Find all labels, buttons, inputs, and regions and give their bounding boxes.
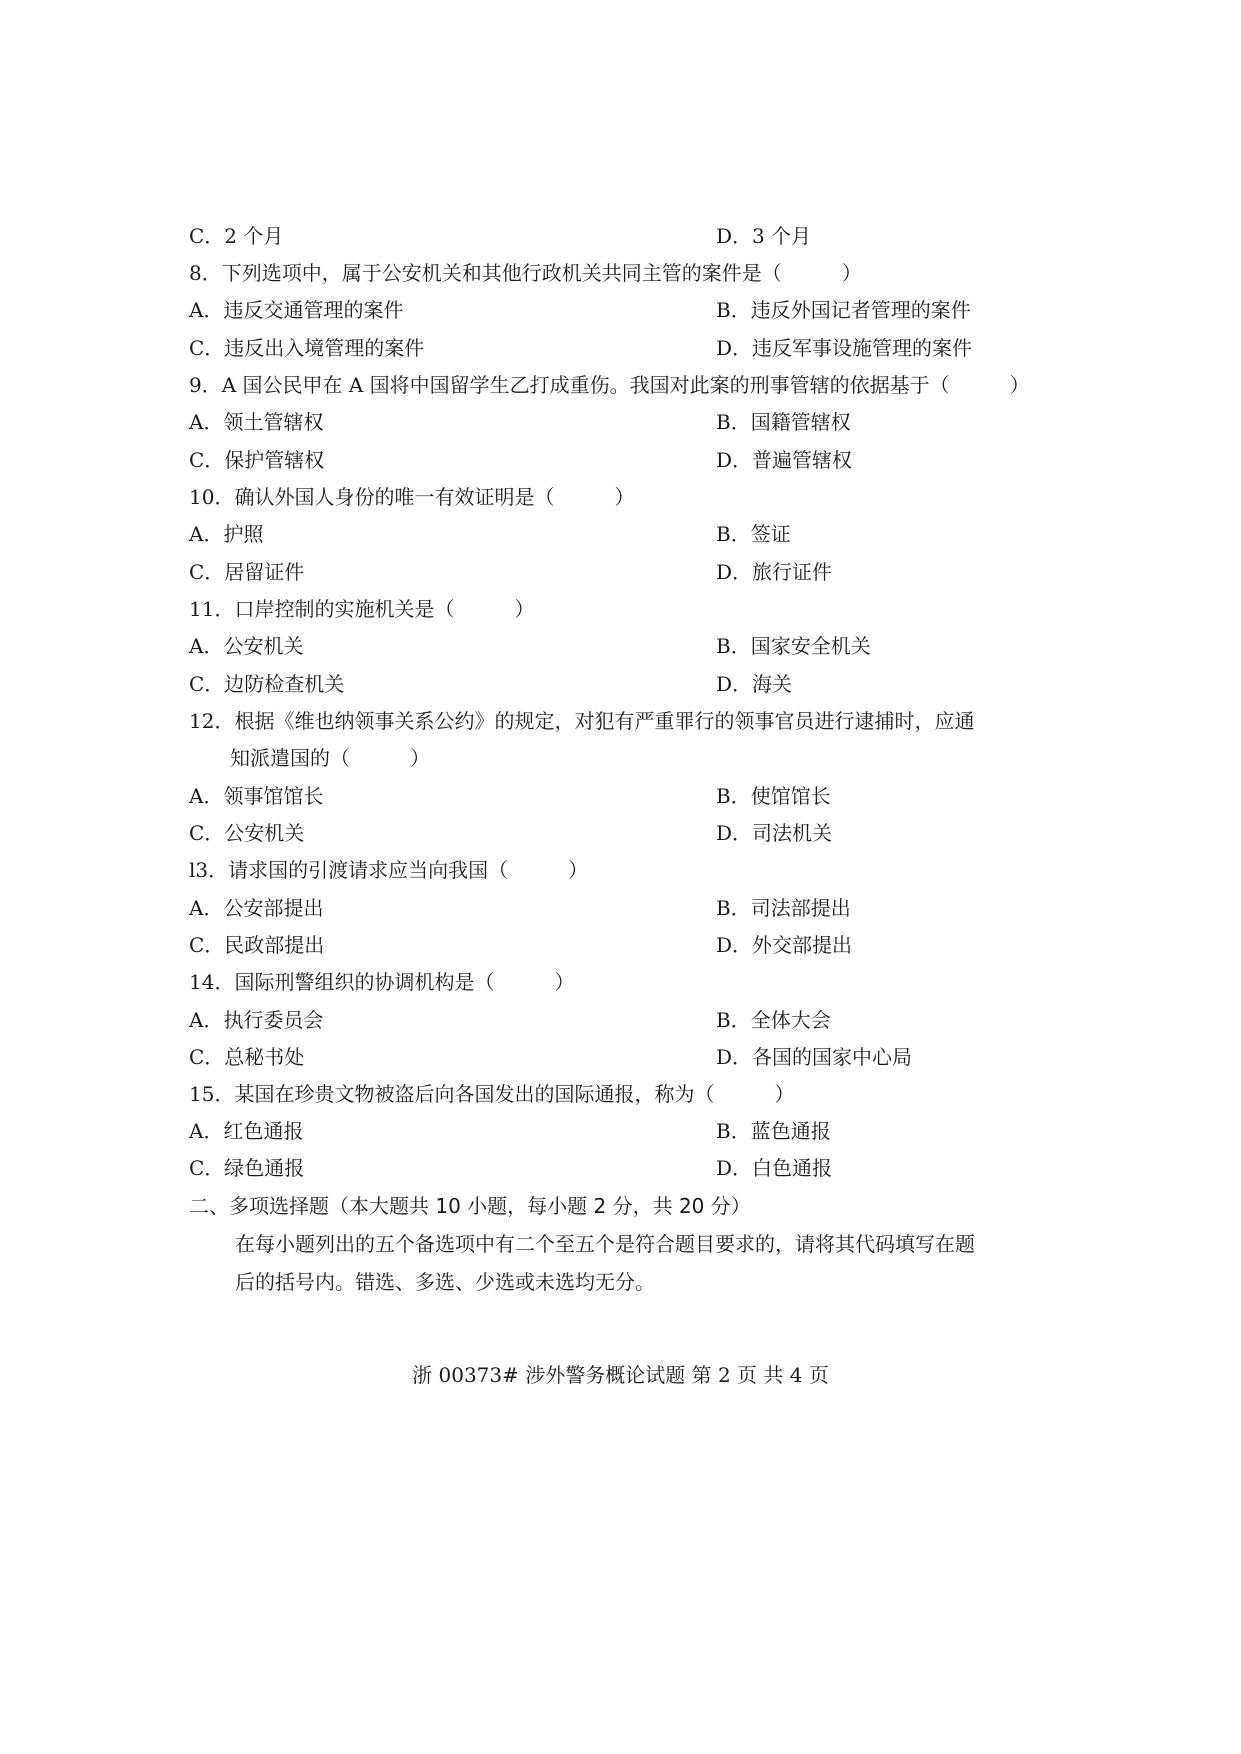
option-c: C．总秘书处 [189,1045,305,1069]
section-instructions-continued: 后的括号内。错选、多选、少选或未选均无分。 [235,1270,655,1294]
page-footer: 浙 00373# 涉外警务概论试题 第 2 页 共 4 页 [412,1363,829,1387]
option-b: B．国家安全机关 [716,634,871,658]
question-stem-continued: 知派遣国的（ ） [230,746,430,770]
option-d: D．海关 [716,672,793,696]
question-stem: l3．请求国的引渡请求应当向我国（ ） [189,858,589,882]
option-d: D．违反军事设施管理的案件 [716,336,973,360]
option-a: A．违反交通管理的案件 [189,298,404,322]
question-stem: 8．下列选项中，属于公安机关和其他行政机关共同主管的案件是（ ） [189,261,862,285]
option-a: A．公安机关 [189,634,304,658]
section-title: 二、多项选择题（本大题共 10 小题，每小题 2 分，共 20 分） [189,1194,751,1218]
option-c: C．绿色通报 [189,1156,305,1180]
option-c: C．民政部提出 [189,933,325,957]
option-c: C．边防检查机关 [189,672,345,696]
option-d: D．白色通报 [716,1156,833,1180]
question-stem: 9．A 国公民甲在 A 国将中国留学生乙打成重伤。我国对此案的刑事管辖的依据基于（ ） [189,373,1030,397]
option-a: A．公安部提出 [189,896,324,920]
option-b: B．国籍管辖权 [716,410,851,434]
option-a: A．红色通报 [189,1119,304,1143]
question-stem: 14．国际刑警组织的协调机构是（ ） [189,970,575,994]
option-b: B．全体大会 [716,1008,831,1032]
question-stem: 10．确认外国人身份的唯一有效证明是（ ） [189,485,635,509]
section-instructions: 在每小题列出的五个备选项中有二个至五个是符合题目要求的，请将其代码填写在题 [235,1232,975,1256]
question-stem: 11．口岸控制的实施机关是（ ） [189,597,535,621]
option-d: D．外交部提出 [716,933,853,957]
option-a: A．执行委员会 [189,1008,324,1032]
option-d: D．普遍管辖权 [716,448,853,472]
option-d: D．司法机关 [716,821,833,845]
option-a: A．护照 [189,522,264,546]
option-b: B．使馆馆长 [716,784,831,808]
option-b: B．司法部提出 [716,896,851,920]
option-a: A．领事馆馆长 [189,784,324,808]
option-c: C．违反出入境管理的案件 [189,336,425,360]
option-c: C．公安机关 [189,821,305,845]
option-b: B．蓝色通报 [716,1119,831,1143]
option-d: D．旅行证件 [716,560,833,584]
option-b: B．签证 [716,522,791,546]
option-d: D．3 个月 [716,224,812,248]
option-c: C．2 个月 [189,224,284,248]
option-b: B．违反外国记者管理的案件 [716,298,971,322]
option-c: C．保护管辖权 [189,448,325,472]
question-stem: 15．某国在珍贵文物被盗后向各国发出的国际通报，称为（ ） [189,1082,795,1106]
question-stem: 12．根据《维也纳领事关系公约》的规定，对犯有严重罪行的领事官员进行逮捕时，应通 [189,709,975,733]
option-d: D．各国的国家中心局 [716,1045,913,1069]
option-c: C．居留证件 [189,560,305,584]
option-a: A．领土管辖权 [189,410,324,434]
